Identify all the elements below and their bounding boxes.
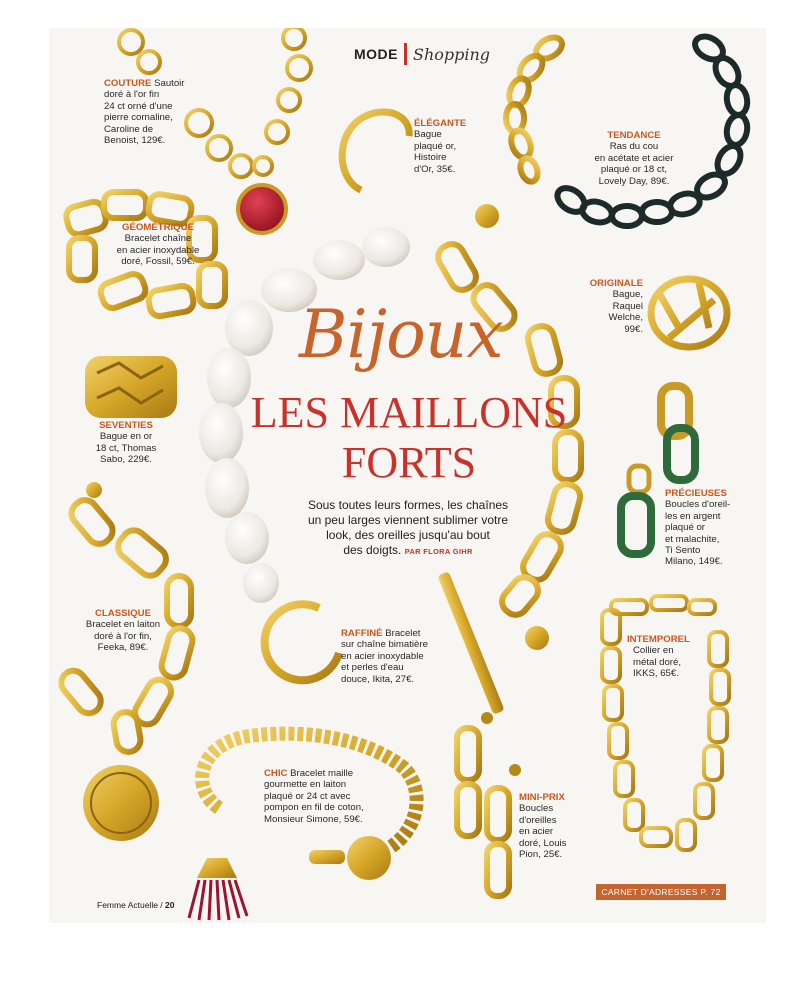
byline: PAR FLORA GIHR (404, 547, 473, 556)
magazine-name: Femme Actuelle / (97, 900, 163, 910)
header-divider (404, 43, 407, 65)
caption-tendance: TENDANCE Ras du cou en acétate et acier plaqué or 18 ct, Lovely Day, 89€. (594, 130, 674, 187)
caption-seventies: SEVENTIES Bague en or 18 ct, Thomas Sabo, 229€. (95, 420, 157, 466)
chic-bracelet-image (189, 734, 417, 920)
caption-elegante: ÉLÉGANTE Bague plaqué or, Histoire d'Or, 35€. (414, 118, 467, 175)
caption-originale: ORIGINALE Bague, Raquel Welche, 99€. (589, 278, 643, 335)
magazine-page (49, 28, 766, 923)
intro-line: Sous toutes leurs formes, les chaînes (307, 498, 509, 512)
title-script: Bijoux (299, 296, 503, 373)
tendance-necklace-image (506, 32, 750, 226)
elegante-ring-image (342, 112, 409, 190)
caption-raffine: RAFFINÉ Bracelet sur chaîne bimatière en acier inoxydable et perles d'eau douce, Ikita, 27€. (341, 628, 428, 685)
caption-couture: COUTURE Sautoir doré à l'or fin 24 ct orné d'une pierre cornaline, Caroline de Benoist, 129€. (104, 78, 185, 147)
caption-miniprix: MINI-PRIX Boucles d'oreilles en acier doré, Louis Pion, 25€. (519, 792, 567, 861)
caption-chic: CHIC Bracelet maille gourmette en laiton plaqué or 24 ct avec pompon en fil de coton, Monsieur Simone, 59€. (264, 768, 364, 825)
originale-ring-image (651, 279, 727, 347)
title-line-2: FORTS (341, 438, 477, 487)
rubric-label: MODE (354, 46, 398, 62)
seventies-ring-image (85, 356, 177, 418)
crescent-charm (265, 604, 339, 680)
intro-text (277, 498, 539, 559)
page-number: 20 (165, 900, 175, 910)
caption-classique: CLASSIQUE Bracelet en laiton doré à l'or fin, Feeka, 89€. (85, 608, 161, 654)
page-header (354, 43, 490, 65)
intro-line: un peu larges viennent sublimer votre (307, 513, 509, 527)
miniprix-earrings-image (457, 728, 509, 896)
title-line-1: LES MAILLONS (250, 388, 568, 437)
section-label: Shopping (413, 44, 491, 64)
coin-medal (83, 765, 159, 841)
intro-line: des doigts. PAR FLORA GIHR (343, 543, 473, 557)
caption-precieuses: PRÉCIEUSES Boucles d'oreil- les en argent plaqué or et malachite, Ti Sento Milano, 149€. (665, 488, 731, 568)
intro-line: look, des oreilles jusqu'au bout (326, 528, 490, 542)
page-title (229, 388, 589, 488)
caption-geometrique: GÉOMÉTRIQUE Bracelet chaîne en acier inoxydable doré, Fossil, 59€. (116, 222, 200, 268)
addresses-banner: CARNET D'ADRESSES P. 72 (596, 884, 726, 900)
folio (97, 900, 175, 910)
caption-intemporel: INTEMPOREL Collier en métal doré, IKKS, 65€. (627, 634, 690, 680)
cornaline-pendant (238, 185, 286, 233)
